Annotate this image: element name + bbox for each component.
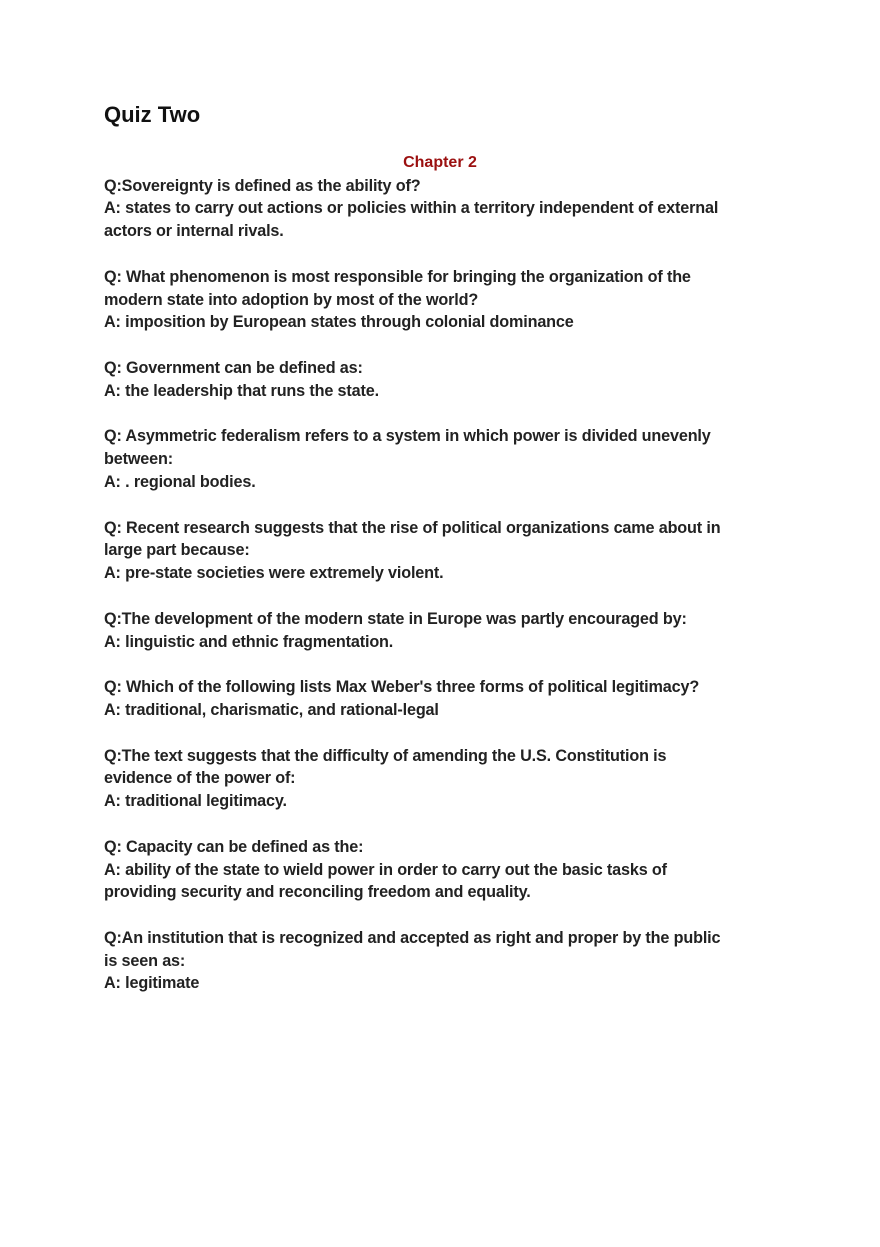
- page-title: Quiz Two: [104, 102, 201, 127]
- answer-line: actors or internal rivals.: [104, 222, 284, 241]
- question-line: Q: Government can be defined as:: [104, 358, 363, 377]
- question-line: evidence of the power of:: [104, 769, 296, 788]
- qa-item: [104, 836, 720, 904]
- answer-line: A: the leadership that runs the state.: [104, 381, 379, 400]
- qa-item: [104, 357, 720, 403]
- question-line: Q: Recent research suggests that the rise of political organizations came about in: [104, 518, 721, 537]
- answer-line: A: legitimate: [104, 974, 200, 993]
- qa-item: [104, 175, 720, 243]
- answer-line: providing security and reconciling freedom and equality.: [104, 883, 531, 902]
- answer-line: A: traditional, charismatic, and rational-legal: [104, 700, 439, 719]
- question-line: Q: What phenomenon is most responsible for bringing the organization of the: [104, 267, 691, 286]
- question-line: between:: [104, 450, 173, 469]
- question-line: Q: Asymmetric federalism refers to a system in which power is divided unevenly: [104, 427, 711, 446]
- question-line: Q: Capacity can be defined as the:: [104, 837, 364, 856]
- answer-line: A: pre-state societies were extremely violent.: [104, 564, 444, 583]
- qa-item: [104, 745, 720, 813]
- question-line: is seen as:: [104, 951, 186, 970]
- qa-item: [104, 608, 720, 654]
- answer-line: A: states to carry out actions or policies within a territory independent of external: [104, 199, 719, 218]
- qa-item: [104, 266, 720, 334]
- quiz-content: [104, 175, 720, 1018]
- chapter-heading: Chapter 2: [403, 154, 477, 171]
- question-line: large part because:: [104, 541, 250, 560]
- question-line: Q:An institution that is recognized and accepted as right and proper by the public: [104, 928, 721, 947]
- question-line: modern state into adoption by most of the world?: [104, 290, 479, 309]
- question-line: Q: Which of the following lists Max Weber's three forms of political legitimacy?: [104, 678, 700, 697]
- question-line: Q:The development of the modern state in Europe was partly encouraged by:: [104, 609, 687, 628]
- qa-item: [104, 676, 720, 722]
- qa-item: [104, 927, 720, 995]
- answer-line: A: imposition by European states through colonial dominance: [104, 313, 574, 332]
- answer-line: A: . regional bodies.: [104, 472, 256, 491]
- question-line: Q:The text suggests that the difficulty of amending the U.S. Constitution is: [104, 746, 667, 765]
- answer-line: A: linguistic and ethnic fragmentation.: [104, 632, 394, 651]
- question-line: Q:Sovereignty is defined as the ability of?: [104, 176, 421, 195]
- qa-item: [104, 425, 720, 493]
- answer-line: A: ability of the state to wield power in order to carry out the basic tasks of: [104, 860, 667, 879]
- answer-line: A: traditional legitimacy.: [104, 792, 287, 811]
- qa-item: [104, 517, 720, 585]
